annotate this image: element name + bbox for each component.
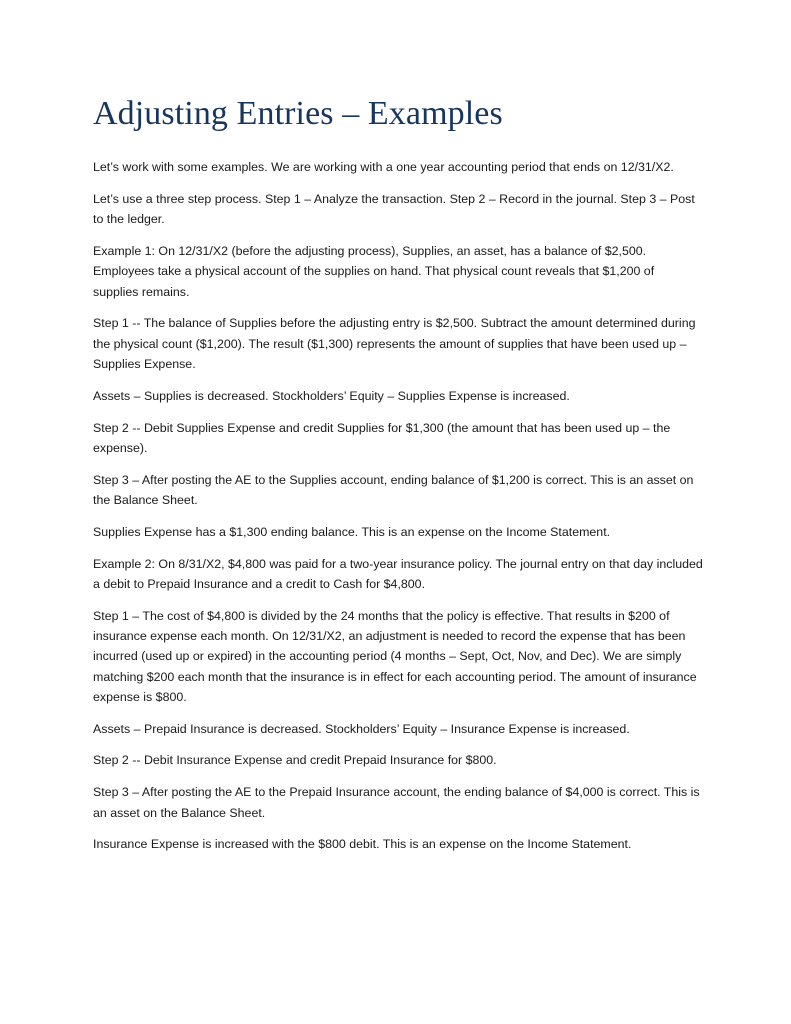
example-2-step-3-paragraph: Step 3 – After posting the AE to the Prepaid Insurance account, the ending balance of $4,000 is correct. This is an asset on the Balance Sheet. bbox=[93, 785, 700, 820]
intro-paragraph: Let’s work with some examples. We are working with a one year accounting period that ends on 12/31/X2. bbox=[93, 160, 674, 175]
example-2-effect-paragraph: Assets – Prepaid Insurance is decreased. Stockholders’ Equity – Insurance Expense is increased. bbox=[93, 721, 630, 736]
example-2-step-1-paragraph: Step 1 – The cost of $4,800 is divided by the 24 months that the policy is effective. That results in $200 of insurance expense each month. On 12/31/X2, an adjustment is needed to record the expense that has been incurred (used up or expired) in the accounting period (4 months – Sept, Oct, Nov, and Dec). We are simply matching $200 each month that the insurance is in effect for each accounting period. The amount of insurance expense is $800. bbox=[93, 608, 697, 704]
example-1-effect-paragraph: Assets – Supplies is decreased. Stockholders’ Equity – Supplies Expense is increased. bbox=[93, 388, 570, 403]
example-2-expense-paragraph: Insurance Expense is increased with the $800 debit. This is an expense on the Income Statement. bbox=[93, 837, 632, 852]
example-1-step-1-paragraph: Step 1 -- The balance of Supplies before the adjusting entry is $2,500. Subtract the amount determined during the physical count ($1,200). The result ($1,300) represents the amount of supplies that have been used up – Supplies Expense. bbox=[93, 316, 696, 371]
example-2-paragraph: Example 2: On 8/31/X2, $4,800 was paid for a two-year insurance policy. The journal entry on that day included a debit to Prepaid Insurance and a credit to Cash for $4,800. bbox=[93, 556, 703, 591]
example-2-step-2-paragraph: Step 2 -- Debit Insurance Expense and credit Prepaid Insurance for $800. bbox=[93, 753, 497, 768]
process-paragraph: Let’s use a three step process. Step 1 – Analyze the transaction. Step 2 – Record in the journal. Step 3 – Post to the ledger. bbox=[93, 191, 695, 227]
example-1-step-2-paragraph: Step 2 -- Debit Supplies Expense and credit Supplies for $1,300 (the amount that has been used up – the expense). bbox=[93, 420, 671, 455]
example-1-step-3-paragraph: Step 3 – After posting the AE to the Supplies account, ending balance of $1,200 is correct. This is an asset on the Balance Sheet. bbox=[93, 472, 694, 507]
document-page bbox=[93, 94, 703, 866]
example-1-expense-paragraph: Supplies Expense has a $1,300 ending balance. This is an expense on the Income Statement. bbox=[93, 524, 611, 539]
document-title: Adjusting Entries – Examples bbox=[93, 95, 503, 132]
example-1-paragraph: Example 1: On 12/31/X2 (before the adjusting process), Supplies, an asset, has a balance of $2,500. Employees take a physical account of the supplies on hand. That physical count reveals that $1,200 of supplies remains. bbox=[93, 243, 655, 299]
